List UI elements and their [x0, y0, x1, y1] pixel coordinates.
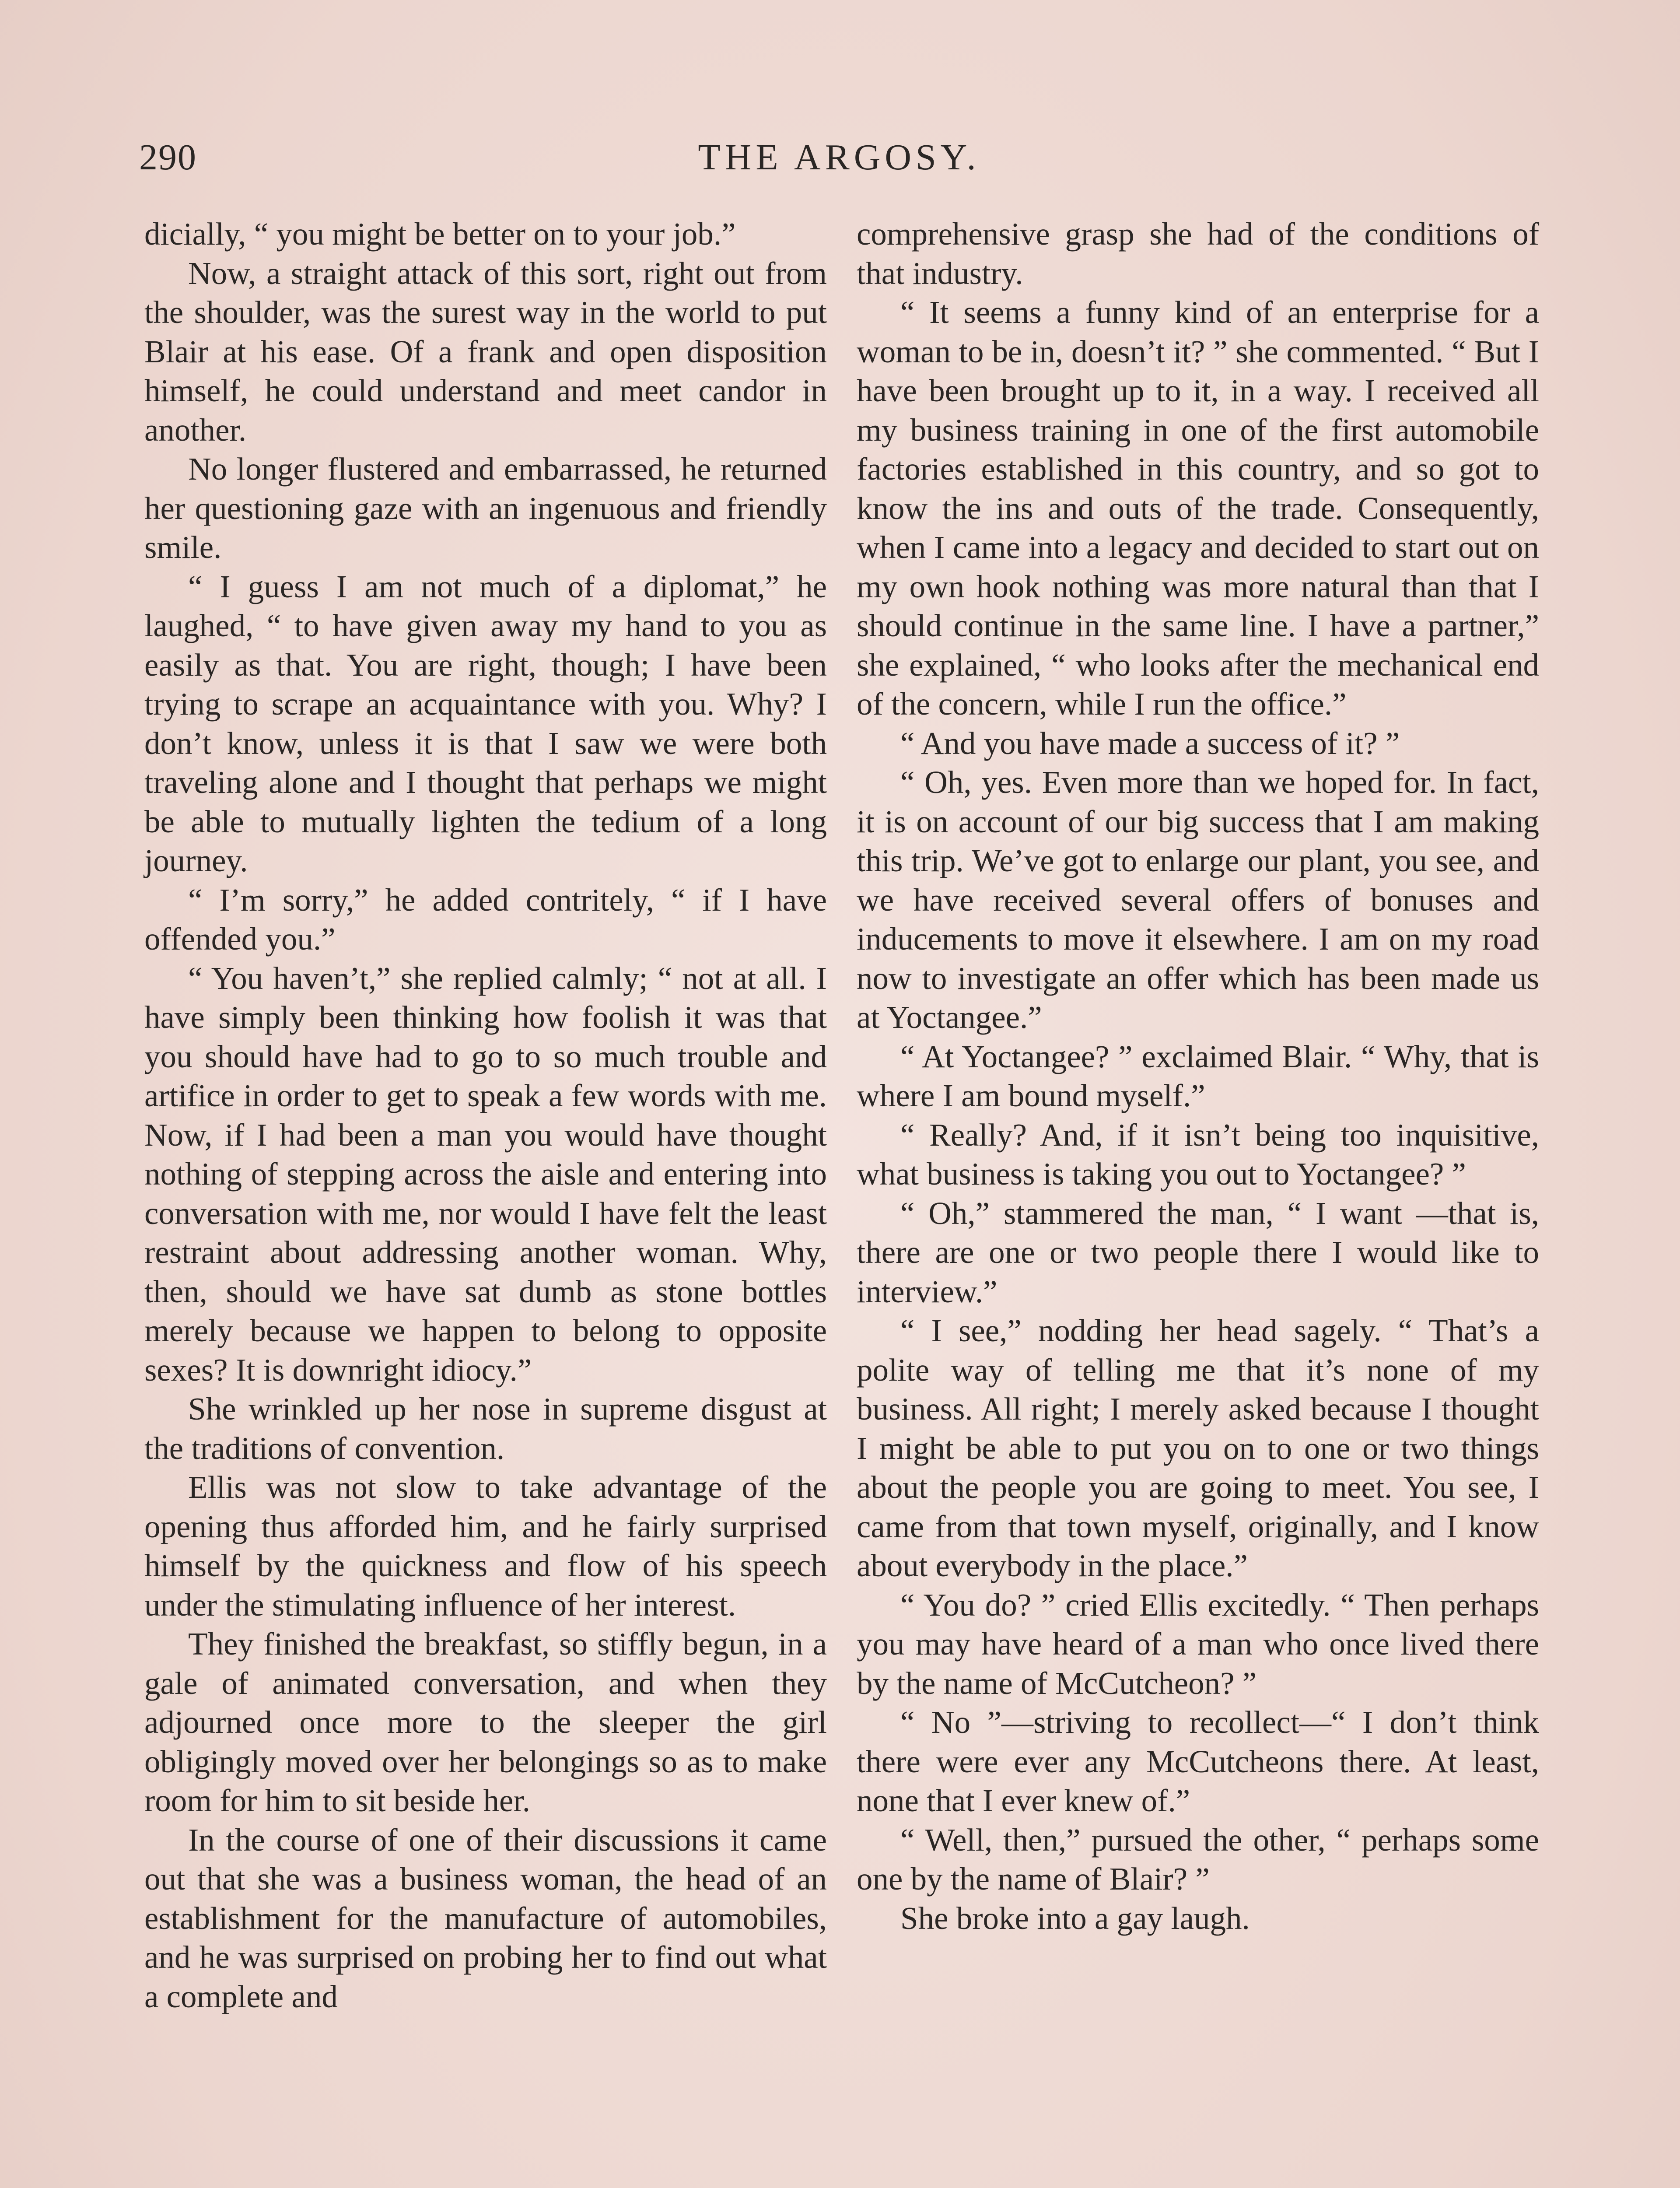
left-column-paragraph: “ I’m sorry,” he added contritely, “ if I have offended you.” [144, 882, 827, 957]
right-column-paragraph: “ You do? ” cried Ellis excitedly. “ Then perhaps you may have heard of a man who once lived there by the name of McCutcheon? ” [857, 1587, 1539, 1701]
left-text-column [144, 214, 827, 2016]
right-column-paragraph: “ Well, then,” pursued the other, “ perhaps some one by the name of Blair? ” [857, 1822, 1539, 1897]
left-column-paragraph: Ellis was not slow to take advantage of the opening thus afforded him, and he fairly surprised himself by the quickness and flow of his speech under the stimulating influence of her interest. [144, 1469, 827, 1623]
right-column-paragraph: “ No ”—striving to recollect—“ I don’t think there were ever any McCutcheons there. At least, none that I ever knew of.” [857, 1704, 1539, 1818]
left-column-paragraph: In the course of one of their discussions it came out that she was a business woman, the head of an establishment for the manufacture of automobiles, and he was surprised on probing her to find out what a complete and [144, 1822, 827, 2014]
right-column-paragraph: comprehensive grasp she had of the conditions of that industry. [857, 216, 1539, 291]
right-column-paragraph: “ Really? And, if it isn’t being too inquisitive, what business is taking you out to Yoctangee? ” [857, 1117, 1539, 1192]
right-column-paragraph: “ Oh,” stammered the man, “ I want —that is, there are one or two people there I would like to interview.” [857, 1195, 1539, 1309]
page-number: 290 [139, 137, 197, 178]
left-column-paragraph: dicially, “ you might be better on to your job.” [144, 216, 736, 252]
left-column-paragraph: “ I guess I am not much of a diplomat,” he laughed, “ to have given away my hand to you as easily as that. You are right, though; I have been trying to scrape an acquaintance with you. Why? I don’t know, unless it is that I saw we were both traveling alone and I thought that perhaps we might be able to mutually lighten the tedium of a long journey. [144, 568, 827, 878]
right-column-paragraph: “ Oh, yes. Even more than we hoped for. In fact, it is on account of our big success that I am making this trip. We’ve got to enlarge our plant, you see, and we have received several offers of bonuses and inducements to move it elsewhere. I am on my road now to investigate an offer which has been made us at Yoctangee.” [857, 764, 1539, 1035]
running-head-title: THE ARGOSY. [698, 137, 980, 178]
right-column-paragraph: “ It seems a funny kind of an enterprise for a woman to be in, doesn’t it? ” she commented. “ But I have been brought up to it, in a way. I received all my business training in one of the first automobile factories established in this country, and so got to know the ins and outs of the trade. Consequently, when I came into a legacy and decided to start out on my own hook nothing was more natural than that I should continue in the same line. I have a partner,” she explained, “ who looks after the mechanical end of the concern, while I run the office.” [857, 295, 1539, 722]
left-column-paragraph: They finished the breakfast, so stiffly begun, in a gale of animated conversation, and when they adjourned once more to the sleeper the girl obligingly moved over her belongings so as to make room for him to sit beside her. [144, 1626, 827, 1818]
left-column-paragraph: Now, a straight attack of this sort, right out from the shoulder, was the surest way in the world to put Blair at his ease. Of a frank and open disposition himself, he could understand and meet candor in another. [144, 255, 827, 448]
left-column-paragraph: No longer flustered and embarrassed, he returned her questioning gaze with an ingenuous and friendly smile. [144, 451, 827, 565]
left-column-paragraph: She wrinkled up her nose in supreme disgust at the traditions of convention. [144, 1391, 827, 1466]
left-column-paragraph: “ You haven’t,” she replied calmly; “ not at all. I have simply been thinking how foolish it was that you should have had to go to so much trouble and artifice in order to get to speak a few words with me. Now, if I had been a man you would have thought nothing of stepping across the aisle and entering into conversation with me, nor would I have felt the least restraint about addressing another woman. Why, then, should we have sat dumb as stone bottles merely because we happen to belong to opposite sexes? It is downright idiocy.” [144, 960, 827, 1388]
page-header [139, 131, 1539, 188]
right-text-column [857, 214, 1539, 1938]
right-column-paragraph: “ At Yoctangee? ” exclaimed Blair. “ Why, that is where I am bound myself.” [857, 1038, 1539, 1113]
right-column-paragraph: She broke into a gay laugh. [900, 1900, 1250, 1936]
right-column-paragraph: “ I see,” nodding her head sagely. “ That’s a polite way of telling me that it’s none of my business. All right; I merely asked because I thought I might be able to put you on to one or two things about the people you are going to meet. You see, I came from that town myself, originally, and I know about everybody in the place.” [857, 1313, 1539, 1583]
right-column-paragraph: “ And you have made a success of it? ” [900, 725, 1400, 761]
